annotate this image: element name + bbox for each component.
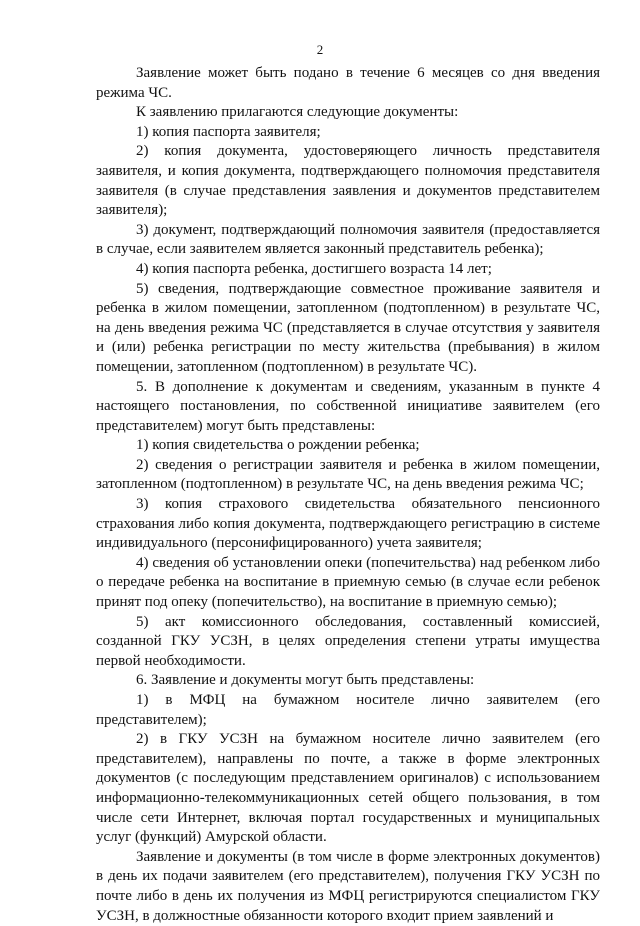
list-item-representative-documents: 2) копия документа, удостоверяющего личность представителя заявителя, и копия документа, подтверждающего полномочия представителя заявителя (в случае представления заявления и документов представителем заявителя); xyxy=(96,143,600,219)
list-item-child-passport: 4) копия паспорта ребенка, достигшего возраста 14 лет; xyxy=(136,260,492,277)
list-item-mfc-submission: 1) в МФЦ на бумажном носителе лично заявителем (его представителем); xyxy=(96,692,600,728)
list-item-cohabitation-info: 5) сведения, подтверждающие совместное проживание заявителя и ребенка в жилом помещении, затопленном (подтопленном) в результате ЧС, на день введения режима ЧС (представляется в случае отсутствия у заявителя и (или) ребенка регистрации по месту жительства (пребывания) в жилом помещении, затопленном (подтопленном) в результате ЧС). xyxy=(96,280,600,375)
paragraph-registration: Заявление и документы (в том числе в форме электронных документов) в день их подачи заявителем (его представителем), получения ГКУ УСЗН по почте либо в день их получения из МФЦ регистрируются специалистом ГКУ УСЗН, в должностные обязанности которого входит прием заявлений и xyxy=(96,848,600,924)
list-item-guardianship: 4) сведения об установлении опеки (попечительства) над ребенком либо о передаче ребенка на воспитание в приемную семью (в случае если ребенок принят под опеку (попечительство), на воспитание в приемную семью); xyxy=(96,554,600,611)
list-item-birth-certificate: 1) копия свидетельства о рождении ребенка; xyxy=(136,437,420,454)
list-item-gku-uszn-submission: 2) в ГКУ УСЗН на бумажном носителе лично заявителем (его представителем), направлены по почте, а также в форме электронных документов (с последующим представлением оригиналов) с использованием информационно-телекоммуникационных сетей общего пользования, в том числе сети Интернет, включая портал государственных и муниципальных услуг (функций) Амурской области. xyxy=(96,731,600,846)
paragraph-section-6: 6. Заявление и документы могут быть представлены: xyxy=(136,672,475,689)
document-body xyxy=(96,64,600,926)
list-item-commission-act: 5) акт комиссионного обследования, составленный комиссией, созданной ГКУ УСЗН, в целях определения степени утраты имущества первой необходимости. xyxy=(96,613,600,669)
list-item-authority-document: 3) документ, подтверждающий полномочия заявителя (предоставляется в случае, если заявителем является законный представитель ребенка); xyxy=(96,221,600,258)
page-number: 2 xyxy=(316,42,324,57)
paragraph-attached-documents-intro: К заявлению прилагаются следующие документы: xyxy=(136,104,459,121)
list-item-pension-insurance: 3) копия страхового свидетельства обязательного пенсионного страхования либо копия документа, подтверждающего регистрацию в системе индивидуального (персонифицированного) учета заявителя; xyxy=(96,496,600,552)
paragraph-application-period: Заявление может быть подано в течение 6 месяцев со дня введения режима ЧС. xyxy=(96,65,600,101)
list-item-applicant-passport: 1) копия паспорта заявителя; xyxy=(136,123,321,140)
paragraph-section-5: 5. В дополнение к документам и сведениям, указанным в пункте 4 настоящего постановления, по собственной инициативе заявителем (его представителем) могут быть представлены: xyxy=(96,378,600,434)
list-item-registration-info: 2) сведения о регистрации заявителя и ребенка в жилом помещении, затопленном (подтопленном) в результате ЧС, на день введения режима ЧС; xyxy=(96,456,600,493)
